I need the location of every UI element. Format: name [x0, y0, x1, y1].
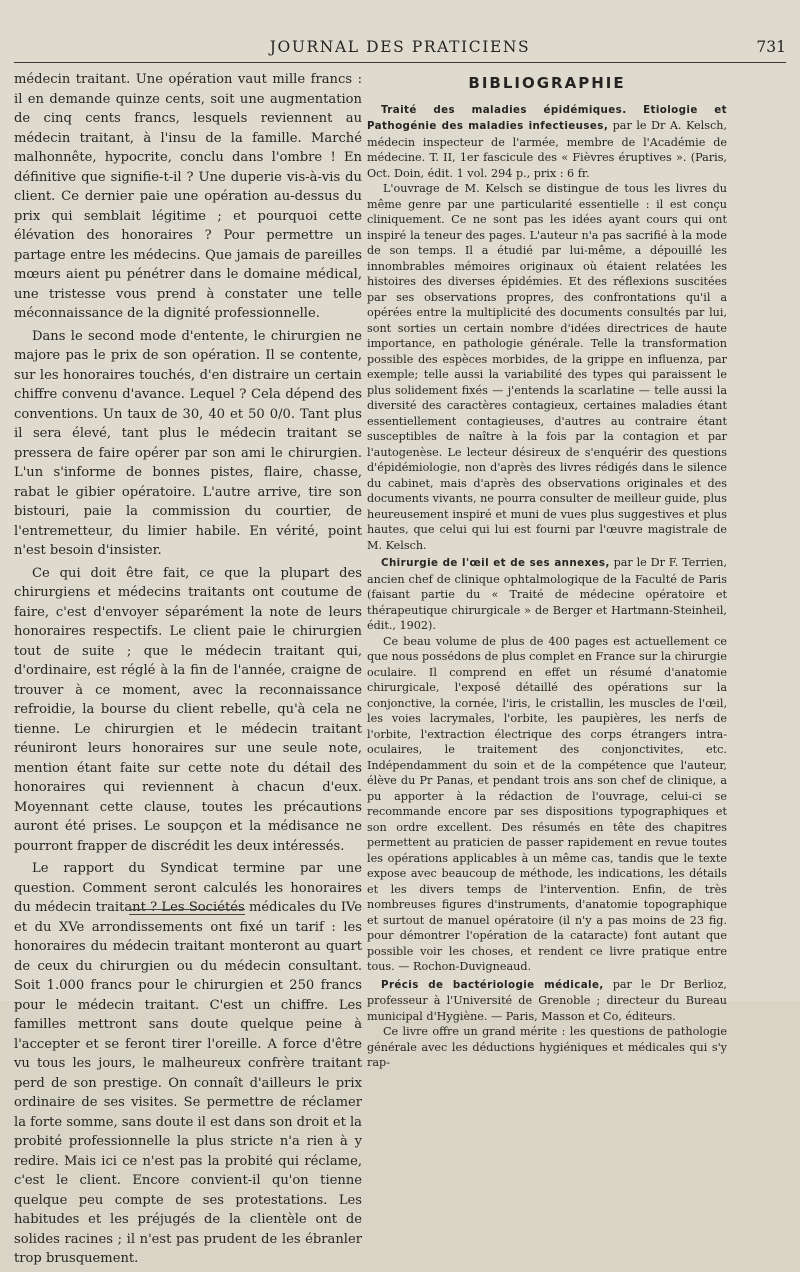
right-column [367, 70, 727, 1071]
section-heading: BIBLIOGRAPHIE [468, 74, 626, 92]
article-paragraph: Ce qui doit être fait, ce que la plupart des chirurgiens et médecins traitants ont coutume de faire, c'est d'envoyer séparément la note de leurs honoraires respectifs. Le client paie le chirurgien tout de suite ; que le médecin traitant qui, d'ordinaire, est réglé à la fin de l'année, craigne de trouver à ce moment, avec la reconnaissance refroidie, la bourse du client rebelle, qu'à cela ne tienne. Le chirurgien et le médecin traitant réuniront leurs honoraires sur une seule note, mention étant faite sur cette note du détail des honoraires qui reviennent à chacun d'eux. Moyennant cette clause, toutes les précautions auront été prises. Le soupçon et la médisance ne pourront frapper de discrédit les deux intéressés. [14, 565, 362, 854]
book-review: L'ouvrage de M. Kelsch se distingue de tous les livres du même genre par une particularité essentielle : il est conçu cliniquement. Ce ne sont pas les idées ayant cours qui ont inspiré la teneur des pages. L'auteur n'a pas sacrifié à la mode de son temps. Il a étudié par lui-même, a dépouillé les innombrables mémoires originaux où étaient relatées les histoires des diverses épidémies. Et des réflexions suscitées par ses observations propres, des confrontations qu'il a opérées entre la multiplicité des documents consultés par lui, sont sorties un certain nombre d'idées directrices de haute importance, en pathologie générale. Telle la transformation possible des espèces morbides, de la grippe en influenza, par exemple; telle aussi la variabilité des types qui paraissent le plus solidement fixés — j'entends la scarlatine — telle aussi la diversité des caractères contagieux, certaines maladies étant essentiellement contagieuses, d'autres au contraire étant susceptibles de naître à la fois par la contagion et par l'autogenèse. Le lecteur désireux de s'enquérir des questions d'épidémiologie, non d'après des livres rédigés dans le silence du cabinet, mais d'après des observations originales et des documents vivants, ne pourra consulter de meilleur guide, plus heureusement inspiré et muni de vues plus suggestives et plus hautes, que celui qui lui est fourni par l'œuvre magistrale de M. Kelsch. [367, 182, 727, 552]
end-of-article-rule [129, 909, 245, 915]
bibliography-entry [367, 555, 727, 634]
book-title: Chirurgie de l'œil et de ses annexes, [381, 557, 610, 569]
book-review: Ce beau volume de plus de 400 pages est actuellement ce que nous possédons de plus complet en France sur la chirurgie oculaire. Il comprend en effet un résumé d'anatomie chirurgicale, l'exposé détaillé des opérations sur la conjonctive, la cornée, l'iris, le cristallin, les muscles de l'œil, les voies lacrymales, l'orbite, les paupières, les nerfs de l'orbite, l'extraction électrique des corps étrangers intra-oculaires, le traitement des conjonctivites, etc. Indépendamment du soin et de la compétence que l'auteur, élève du Pr Panas, et pendant trois ans son chef de clinique, a pu apporter à la rédaction de l'ouvrage, celui-ci se recommande encore par ses dispositions typographiques et son ordre excellent. Des résumés en tête des chapitres permettent au praticien de passer rapidement en revue toutes les opérations applicables à un même cas, tandis que le texte expose avec beaucoup de méthode, les indications, les détails et les divers temps de l'intervention. Enfin, de très nombreuses figures d'instruments, d'anatomie topographique et surtout de manuel opératoire (il n'y a pas moins de 23 fig. pour démontrer l'opération de la cataracte) font autant que possible voir les choses, et rendent ce livre pratique entre tous. — Rochon-Duvigneaud. [367, 634, 727, 973]
article-paragraph: Le rapport du Syndicat termine par une question. Comment seront calculés les honoraires du médecin traitant ? Les Sociétés médicales du IVe et du XVe arrondissements ont fixé un tarif : les honoraires du médecin traitant monteront au quart de ceux du chirurgien ou du médecin consultant. Soit 1.000 francs pour le chirurgien et 250 francs pour le médecin traitant. C'est un chiffre. Les familles mettront sans doute quelque peine à l'accepter et se feront tirer l'oreille. A force d'être vu tous les jours, le malheureux confrère traitant perd de son prestige. On connaît d'ailleurs le prix ordinaire de ses visites. Se permettre de réclamer la forte somme, sans doute il est dans son droit et la probité professionnelle la plus stricte n'a rien à y redire. Mais ici ce n'est pas la probité qui réclame, c'est le client. Encore convient-il qu'on tienne quelque peu compte de ses protestations. Les habitudes et les préjugés de la clientèle ont de solides racines ; il n'est pas prudent de les ébranler trop brusquement. [14, 861, 362, 1266]
article-paragraph: médecin traitant. Une opération vaut mille francs : il en demande quinze cents, soit une augmentation de cinq cents francs, lesquels reviennent au médecin traitant, à l'insu de la famille. Marché malhonnête, hypocrite, conclu dans l'ombre ! En définitive que signifie-t-il ? Une duperie vis-à-vis du client. Ce dernier paie une opération au-dessus du prix qui semblait légitime ; et pourquoi cette élévation des honoraires ? Pour permettre un partage entre les médecins. Que jamais de pareilles mœurs aient pu pénétrer dans le domaine médical, une tristesse vous prend à constater une telle méconnaissance de la dignité professionnelle. [14, 72, 362, 321]
article-paragraph: Dans le second mode d'entente, le chirurgien ne majore pas le prix de son opération. Il se contente, sur les honoraires touchés, d'en distraire un certain chiffre convenu d'avance. Lequel ? Cela dépend des conventions. Un taux de 30, 40 et 50 0/0. Tant plus il sera élevé, tant plus le médecin traitant se pressera de faire opérer par son ami le chirurgien. L'un s'informe de bonnes pistes, flaire, chasse, rabat le gibier opératoire. L'autre arrive, tire son bistouri, paie la commission du courtier, de l'entremetteur, du limier habile. En vérité, point n'est besoin d'insister. [14, 328, 362, 558]
page-header [14, 38, 786, 63]
book-citation: par le Dr F. Terrien, ancien chef de clinique ophtalmologique de la Faculté de Paris (faisant partie du « Traité de médecine opératoire et thérapeutique chirurgicale » de Berger et Hartmann-Steinheil, édit., 1902). [367, 556, 728, 632]
left-column [14, 70, 362, 1272]
bibliography-entry [367, 102, 727, 182]
book-review: Ce livre offre un grand mérite : les questions de pathologie générale avec les déductions hygiéniques et médicales qui s'y rap- [367, 1025, 727, 1069]
book-title: Traité des maladies épidémiques. Etiologie et Pathogénie des maladies infectieuses, [367, 103, 727, 132]
book-citation: par le Dr Berlioz, professeur à l'Université de Grenoble ; directeur du Bureau municipal d'Hygiène. — Paris, Masson et Co, éditeurs. [367, 977, 727, 1023]
page-number: 731 [756, 38, 786, 56]
bibliography-entry [367, 977, 727, 1025]
running-title: JOURNAL DES PRATICIENS [269, 38, 531, 56]
book-citation: par le Dr A. Kelsch, médecin inspecteur de l'armée, membre de l'Académie de médecine. T. II, 1er fascicule des « Fièvres éruptives ». (Paris, Oct. Doin, édit. 1 vol. 294 p., prix : 6 fr. [367, 119, 728, 180]
book-title: Précis de bactériologie médicale, [381, 978, 604, 991]
